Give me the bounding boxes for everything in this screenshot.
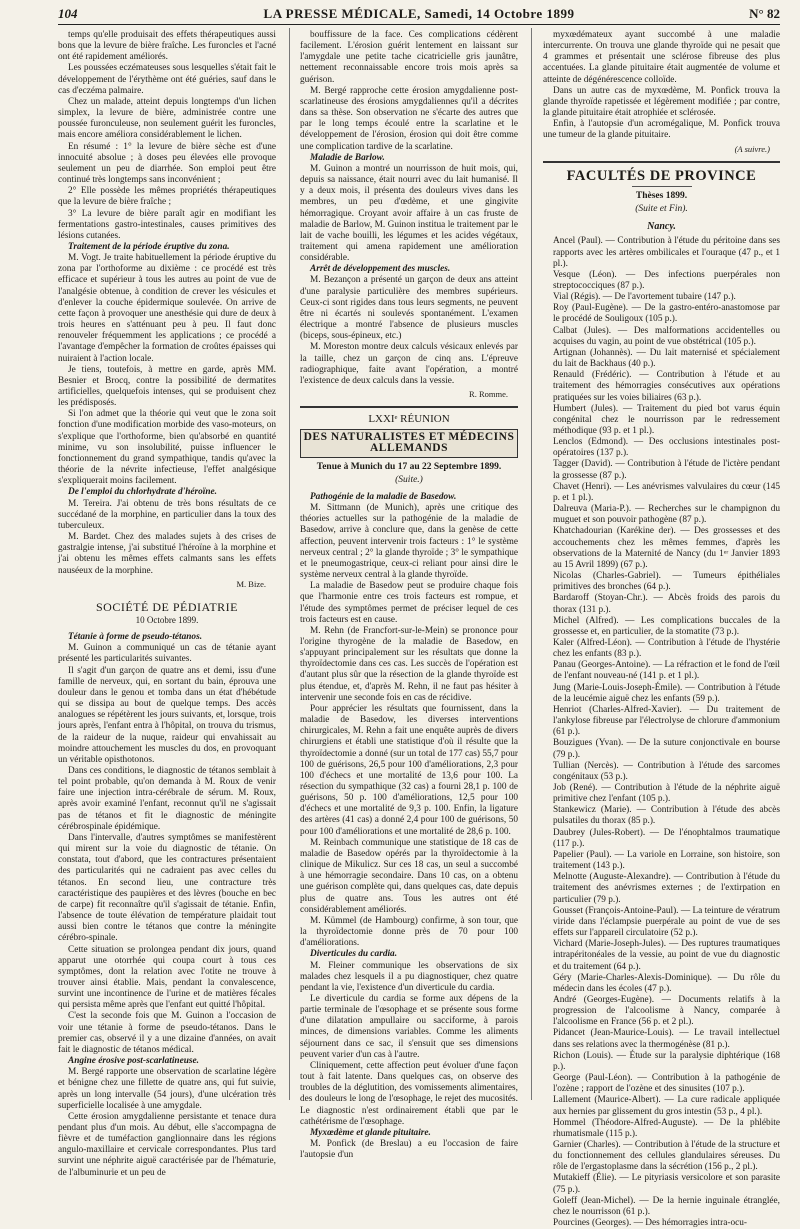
column-3 <box>543 30 780 1229</box>
paragraph: myxœdémateux ayant succombé à une maladie intercurrente. On trouva une glande thyroïde qui ne pesait que 4 grammes et présentait une sclérose fibreuse des plus accentuées. La glande pituitaire était augmentée de volume et atteinte de dégénérescence colloïde. <box>543 30 780 85</box>
paragraph: M. Vogt. Je traite habituellement la période éruptive du zona par l'orthoforme au dixième : ce procédé est très efficace et supérieur à tous les autres au point de vue de l'analgésie obtenue, à condition de crever les vésicules et d'enlever la couche épidermique soulevée. On arrive de cette façon à provoquer une anesthésie qui dure de deux à trois heures en s'atténuant peu à peu. Il faut donc renouveler fréquemment les applications ; ce procédé a l'avantage d'empêcher la formation de croûtes épaisses qui nuiraient à l'action locale. <box>58 253 276 364</box>
thesis-entry: Bouzigues (Yvan). — De la suture conjonctivale en bourse (79 p.). <box>553 738 780 760</box>
section-heading: Angine érosive post-scarlatineuse. <box>68 1056 199 1067</box>
thesis-entry: Khatchadourian (Karékine der). — Des grossesses et des accouchements chez les mêmes femmes, d'après les observations de la Maternité de Nancy (du 1ᵉʳ Janvier 1893 au 15 Avril 1899) (67 p.). <box>553 526 780 570</box>
paragraph: temps qu'elle produisait des effets thérapeutiques aussi bons que la levure de bière fraîche. Les furoncles et l'acné ont été rapidement améliorés. <box>58 30 276 63</box>
thesis-entry: George (Paul-Léon). — Contribution à la pathogénie de l'ozène ; rapport de l'ozène et des sinusites (107 p.). <box>553 1073 780 1095</box>
society-date: 10 Octobre 1899. <box>135 614 199 625</box>
section-heading: Arrêt de développement des muscles. <box>310 264 451 275</box>
thesis-entry: Géry (Marie-Charles-Alexis-Dominique). — Du rôle du médecin dans les écoles (47 p.). <box>553 972 780 994</box>
to-be-continued: (A suivre.) <box>734 143 770 154</box>
city-heading: Nancy. <box>647 221 676 233</box>
paragraph: bouffissure de la face. Ces complications cédèrent facilement. L'érosion guérit lentement en laissant sur l'amygdale une petite tache cicatricielle gris jaunâtre, nettement reconnaissable encore trois mois après sa guérison. <box>300 30 518 85</box>
paragraph: M. Ponfick (de Breslau) a eu l'occasion de faire l'autopsie d'un <box>300 1139 518 1161</box>
thesis-entry: Mutakieff (Élie). — Le pityriasis versicolore et son parasite (75 p.). <box>553 1173 780 1195</box>
thesis-entry: Job (René). — Contribution à l'étude de la néphrite aiguë primitive chez l'enfant (105 p.). <box>553 783 780 805</box>
paragraph: 3° La levure de bière paraît agir en modifiant les fermentations gastro-intestinales, causes primitives des lésions cutanées. <box>58 208 276 241</box>
paragraph: 2° Elle possède les mêmes propriétés thérapeutiques que la levure de bière fraîche ; <box>58 186 276 208</box>
thesis-entry: Artignan (Johannès). — Du lait maternisé et spécialement du lait de Backhaus (40 p.). <box>553 347 780 370</box>
paragraph: M. Guinon a montré un nourrisson de huit mois, qui, depuis sa naissance, était nourri avec du lait humanisé. Il y a deux mois, il présenta des douleurs vives dans les membres, un peu d'œdème, et une gingivite hémorragique. Croyant avoir affaire à un cas fruste de maladie de Barlow, M. Guinon institua le traitement par le lait de vache bouilli, les légumes et les acides végétaux, traitement qui amena rapidement une amélioration considérable. <box>300 163 518 264</box>
column-separator <box>531 28 532 1100</box>
thesis-entry: Humbert (Jules). — Traitement du pied bot varus équin congénital chez le nourrisson par le redressement méthodique (93 p. et 1 pl.). <box>553 403 780 436</box>
section-heading: Maladie de Barlow. <box>310 152 385 163</box>
section-heading: Myxœdème et glande pituitaire. <box>310 1127 431 1138</box>
thesis-entry: Dalreuva (Maria-P.). — Recherches sur le champignon du muguet et son pouvoir pathogène (87 p.). <box>553 504 780 526</box>
thesis-entry: Tagger (David). — Contribution à l'étude de l'ictère pendant la grossesse (87 p.). <box>553 459 780 481</box>
congress-suite: (Suite.) <box>395 474 423 485</box>
paragraph: M. Rehn (de Francfort-sur-le-Mein) se prononce pour l'origine thyrogène de la maladie de Basedow, en s'appuyant principalement sur les résultats que donne la thyroïdectomie dans ces cas. Les succès de l'opération est d'autant plus sûr que la résection de la glande thyroïde est plus étendue, et, d'après M. Rehn, il ne faut pas hésiter à intervenir une seconde fois en cas de récidive. <box>300 625 518 703</box>
thesis-entry: Garnier (Charles). — Contribution à l'étude de la structure et du fonctionnement des cellules glandulaires séreuses. Du rôle de l'ergastoplasme dans la sécrétion (156 p., 2 pl.). <box>553 1140 780 1173</box>
thesis-entry: Papelier (Paul). — La variole en Lorraine, son histoire, son traitement (143 p.). <box>553 849 780 872</box>
thesis-entry: Chavet (Henri). — Les anévrismes valvulaires du cœur (145 p. et 1 pl.). <box>553 481 780 503</box>
paragraph: Cette érosion amygdalienne persistante et tenace dura pendant plus d'un mois. Au début, elle s'accompagna de fièvre et de tuméfaction ganglionnaire dans les régions angulo-maxillaire et cervicale correspondantes. Plus tard survint une néphrite aiguë caractérisée par de l'hématurie, de l'albuminurie et un peu de <box>58 1111 276 1178</box>
page-number: 104 <box>58 6 78 21</box>
paragraph: En résumé : 1° la levure de bière sèche est d'une innocuité absolue ; à doses peu élevées elle provoque seulement un peu de diarrhée. Son emploi peut être continué très longtemps sans inconvénient ; <box>58 141 276 186</box>
thesis-entry: Melnotte (Auguste-Alexandre). — Contribution à l'étude du traitement des anévrismes externes ; de l'extirpation en particulier (79 p.). <box>553 872 780 905</box>
paragraph: M. Bardet. Chez des malades sujets à des crises de gastralgie intense, j'ai substitué l'héroïne à la morphine et j'ai obtenu les mêmes effets calmants sans les effets nauséeux de la morphine. <box>58 532 276 576</box>
paragraph: M. Reinbach communique une statistique de 18 cas de maladie de Basedow opérés par la thyroïdectomie à la clinique de Mikulicz. Sur ces 18 cas, un seul a succombé à une hémorragie secondaire. Dans 10 cas, on a obtenu une guérison complète qui, dans quelques cas, date depuis plus de quatre ans. Tous les autres ont été considérablement améliorés. <box>300 837 518 915</box>
paragraph: Cette situation se prolongea pendant dix jours, quand apparut une otorrhée qui coupa court à tous ces symptômes, dont la relation avec l'otite ne trouve à trouver ainsi établie. Mais, pendant la convalescence, survint une incontinence de l'urine et de matières fécales qui persista même après que l'enfant eut quitté l'hôpital. <box>58 944 276 1011</box>
thesis-entry: Richon (Louis). — Étude sur la paralysie diphtérique (168 p.). <box>553 1050 780 1072</box>
paragraph: M. Guinon a communiqué un cas de tétanie ayant présenté les particularités suivantes. <box>58 643 276 665</box>
paragraph: M. Sittmann (de Munich), après une critique des théories actuelles sur la pathogénie de la maladie de Basedow, arrive à conclure que, dans la genèse de cette affection, peuvent intervenir trois facteurs : 1° le système nerveux central ; 2° la glande thyroïde ; 3° le sympathique et le pneumogastrique, ceux-ci reliant pour ainsi dire le système nerveux central à la glande thyroïde. <box>300 503 518 581</box>
paragraph: M. Bergé rapproche cette érosion amygdalienne post-scarlatineuse des érosions amygdaliennes qu'il a décrites dans sa thèse. Son observation ne s'écarte des autres que par le long temps écoulé entre la scarlatine et le développement de l'érosion, érosion qui doit être comme une complication tardive de la scarlatine. <box>300 85 518 152</box>
thesis-entry: Goleff (Jean-Michel). — De la hernie inguinale étranglée, chez le nourrisson (61 p.). <box>553 1195 780 1217</box>
signature: R. Romme. <box>469 389 508 399</box>
paragraph: Les poussées eczémateuses sous lesquelles s'était fait le développement de l'érythème ont été guéries, sauf dans le cas d'eczéma palmaire. <box>58 63 276 96</box>
thesis-entry: Vesque (Léon). — Des infections puerpérales non streptococciques (87 p.). <box>553 269 780 291</box>
paragraph: M. Bergé rapporte une observation de scarlatine légère et bénigne chez une fillette de quatre ans, qui fut suivie, après un long intervalle (54 jours), d'une ulcération très superficielle localisée à une amygdale. <box>58 1067 276 1111</box>
paragraph: Enfin, à l'autopsie d'un acromégalique, M. Ponfick trouva une tumeur de la glande pituitaire. <box>543 119 780 141</box>
paragraph: Si l'on admet que la théorie qui veut que le zona soit fonction d'une modification morbide des vaso-moteurs, on s'explique que l'orthoforme, bien qu'absorbé en quantité minime, vu son insolubilité, puisse influencer le fonctionnement du grand sympathique, tandis qu'avec la théorie de la névrite infectieuse, l'effet analgésique s'expliquerait moins facilement. <box>58 409 276 487</box>
paragraph: La maladie de Basedow peut se produire chaque fois que l'harmonie entre ces trois facteurs est rompue, et l'étude des symptômes permet de préciser lequel de ces trois facteurs est en cause. <box>300 581 518 625</box>
thesis-entry: Roy (Paul-Eugène). — De la gastro-entéro-anastomose par le procédé de Souligoux (105 p.). <box>553 303 780 325</box>
section-rule <box>543 161 780 163</box>
divider <box>632 186 692 187</box>
section-heading: De l'emploi du chlorhydrate d'héroïne. <box>68 487 218 498</box>
society-title: SOCIÉTÉ DE PÉDIATRIE <box>96 599 238 614</box>
header-rule <box>58 24 780 25</box>
section-heading: Tétanie à forme de pseudo-tétanos. <box>68 632 203 643</box>
thesis-entry: Gousset (François-Antoine-Paul). — La teinture de vératrum viride dans l'éclampsie puerpérale au point de vue de ses effets sur l'appareil circulatoire (52 p.). <box>553 905 780 939</box>
paragraph: Dans un autre cas de myxœdème, M. Ponfick trouva la glande thyroïde rapetissée et légèrement modifiée ; par contre, la glande pituitaire était atrophiée et sclérosée. <box>543 85 780 119</box>
paragraph: Dans l'intervalle, d'autres symptômes se manifestèrent qui mirent sur la voie du diagnostic de tétanie. On constata, tout d'abord, que les contractures présentaient des particularités qui ne cadraient pas avec celles du tétanos. En second lieu, une contracture très caractéristique des paupières et des lèvres (bouche en bec de carpe) fit reconnaître qu'il s'agissait de tétanie. Enfin, l'absence de toute élévation de température plaidait tout aussi bien contre le tétanos que contre la méningite cérébro-spinale. <box>58 832 276 944</box>
paragraph: C'est la seconde fois que M. Guinon a l'occasion de voir une tétanie à forme de pseudo-tétanos. Dans le premier cas, observé il y a une dizaine d'années, on avait fait le diagnostic de tétanos médical. <box>58 1011 276 1055</box>
thesis-entry: Nicolas (Charles-Gabriel). — Tumeurs épithéliales primitives des bronches (64 p.). <box>553 571 780 593</box>
section-heading: Diverticules du cardia. <box>310 949 398 960</box>
thesis-entry: Pourcines (Georges). — Des hémorragies intra-ocu- <box>553 1218 747 1229</box>
paragraph: M. Kümmel (de Hambourg) confirme, à son tour, que la thyroïdectomie donne près de 70 pour 100 d'améliorations. <box>300 915 518 949</box>
reunion-title: LXXIᵉ RÉUNION <box>368 413 450 426</box>
thesis-entry: Ancel (Paul). — Contribution à l'étude du péritoine dans ses rapports avec les artères ombilicales et l'ouraque (47 p., et 1 pl.). <box>553 236 780 269</box>
thesis-entry: Bardaroff (Stoyan-Chr.). — Abcès froids des parois du thorax (131 p.). <box>553 593 780 615</box>
thesis-entry: Vichard (Marie-Joseph-Jules). — Des ruptures traumatiques intrapéritonéales de la vessie, au point de vue du diagnostic et du traitement (64 p.). <box>553 939 780 972</box>
paragraph: Chez un malade, atteint depuis longtemps d'un lichen simplex, la levure de bière, administrée contre une poussée furonculeuse, non seulement guérit les furoncles, mais encore améliora considérablement le lichen. <box>58 96 276 141</box>
faculties-title: FACULTÉS DE PROVINCE <box>566 167 757 184</box>
issue-number: N° 82 <box>749 6 780 21</box>
theses-suite: (Suite et Fin). <box>635 204 688 215</box>
thesis-entry: Jung (Marie-Louis-Joseph-Émile). — Contribution à l'étude de la leucémie aiguë chez les enfants (59 p.). <box>553 682 780 704</box>
column-separator <box>289 28 290 1100</box>
paragraph: M. Tereira. J'ai obtenu de très bons résultats de ce succédané de la morphine, en particulier dans la toux des tuberculeux. <box>58 498 276 531</box>
congress-title: DES NATURALISTES ET MÉDECINS ALLEMANDS <box>300 429 518 457</box>
congress-subtitle: Tenue à Munich du 17 au 22 Septembre 1899. <box>316 461 502 472</box>
thesis-entry: Daubrey (Jules-Robert). — De l'énophtalmos traumatique (117 p.). <box>553 827 780 849</box>
thesis-entry: Renauld (Frédéric). — Contribution à l'étude et au traitement des hémorragies consécutives aux opérations pratiquées sur les voies biliaires (63 p.). <box>553 370 780 403</box>
thesis-entry: Michel (Alfred). — Les complications buccales de la grossesse et, en particulier, de la stomatite (73 p.). <box>553 615 780 637</box>
paragraph: Il s'agit d'un garçon de quatre ans et demi, issu d'une famille de nerveux, qui, en sortant du bain, éprouva une douleur dans le genou et tomba dans un état d'hébétude qui se dissipa au bout de quelque temps. Des accès analogues se répétèrent les jours suivants, et, lorsque, trois jours après, l'enfant entra à l'hôpital, on trouva du trismus, de la raideur de la nuque, raideur qui envahissait au moindre attouchement les muscles du dos, en provoquant un véritable opisthotonos. <box>58 665 276 765</box>
thesis-list <box>543 236 780 1229</box>
thesis-entry: Lenclos (Edmond). — Des occlusions intestinales post-opératoires (137 p.). <box>553 437 780 459</box>
thesis-entry: Henriot (Charles-Alfred-Xavier). — Du traitement de l'ankylose fibreuse par l'électrolyse de chlorure d'ammonium (61 p.). <box>553 704 780 738</box>
paragraph: Pour apprécier les résultats que fournissent, dans la maladie de Basedow, les diverses interventions chirurgicales, M. Rehn a fait une enquête auprès de divers chirurgiens et établi une statistique d'où il résulte que la thyroïdectomie a donné (sur un total de 177 cas) 55,7 pour 100 de guérisons, 26,5 pour 100 d'améliorations, 2,3 pour 100 d'échecs et une mortalité de 13,6 pour 100. La résection du sympathique (32 cas) a fourni 28,1 p. 100 de guérisons, 50 p. 100 d'améliorations, 12,5 pour 100 d'échecs et une mortalité de 9,3 p. 100. Enfin, la ligature des artères (41 cas) a donné 2,4 pour 100 de guérisons, 50 pour 100 d'améliorations et une mortalité de 28,6 p. 100. <box>300 703 518 837</box>
paragraph: M. Fleiner communique les observations de six malades chez lesquels il a pu diagnostiquer, chez quatre pendant la vie, l'existence d'un diverticule du cardia. <box>300 960 518 993</box>
thesis-entry: Pidancet (Jean-Maurice-Louis). — Le travail intellectuel dans ses relations avec la thermogénèse (81 p.). <box>553 1028 780 1050</box>
section-heading: Traitement de la période éruptive du zona. <box>68 241 230 252</box>
thesis-entry: Calbat (Jules). — Des malformations accidentelles ou acquises du vagin, au point de vue obstétrical (105 p.). <box>553 325 780 347</box>
paragraph: M. Moreston montre deux calculs vésicaux enlevés par la taille, chez un garçon de cinq ans. L'épreuve radiographique, faite avant l'opération, a montré l'existence de deux calculs dans la vessie. <box>300 342 518 386</box>
thesis-entry: André (Georges-Eugène). — Documents relatifs à la progression de l'alcoolisme à Nancy, comparée à l'alcoolisme en France (56 p. et 2 pl.). <box>553 994 780 1028</box>
section-rule <box>300 406 518 408</box>
journal-title: LA PRESSE MÉDICALE, Samedi, 14 Octobre 1899 <box>263 6 575 21</box>
theses-title: Thèses 1899. <box>635 190 688 201</box>
column-2 <box>300 30 518 1161</box>
thesis-entry: Panau (Georges-Antoine). — La réfraction et le fond de l'œil de l'enfant nouveau-né (141 p. et 1 pl.). <box>553 660 780 682</box>
page-header <box>58 6 780 26</box>
thesis-entry: Stankewicz (Marie). — Contribution à l'étude des abcès pulsatiles du thorax (85 p.). <box>553 805 780 827</box>
thesis-entry: Vial (Régis). — De l'avortement tubaire (147 p.). <box>553 292 736 303</box>
section-heading: Pathogénie de la maladie de Basedow. <box>310 491 457 502</box>
thesis-entry: Hommel (Théodore-Alfred-Auguste). — De la phlébite rhumatismale (115 p.). <box>553 1117 780 1139</box>
paragraph: Dans ces conditions, le diagnostic de tétanos semblait à tel point probable, qu'on demanda à M. Roux de venir faire une injection intra-cérébrale de sérum. M. Roux, après avoir examiné l'enfant, reconnut qu'il ne s'agissait pas de tétanos et fit le diagnostic de méningite cérébrospinale épidémique. <box>58 766 276 832</box>
paragraph: M. Bezançon a présenté un garçon de deux ans atteint d'une paralysie particulière des membres supérieurs. Ceux-ci sont rigides dans tous leurs segments, ne peuvent être ni écartés ni soulevés spontanément. L'examen électrique a montré l'absence de plusieurs muscles (biceps, sous-épineux, etc.) <box>300 275 518 342</box>
thesis-entry: Tullian (Nercès). — Contribution à l'étude des sarcomes congénitaux (53 p.). <box>553 760 780 782</box>
column-1 <box>58 30 276 1178</box>
paragraph: Le diverticule du cardia se forme aux dépens de la partie terminale de l'œsophage et se présente sous forme d'une dilatation ampullaire ou sacciforme, à parois minces, de dimensions variables. Comme les aliments séjournent dans ce sac, il s'ensuit que ses dimensions peuvent varier d'un cas à l'autre. <box>300 993 518 1060</box>
signature: M. Bize. <box>236 578 266 589</box>
thesis-entry: Kaler (Alfred-Léon). — Contribution à l'étude de l'hystérie chez les enfants (83 p.). <box>553 637 780 660</box>
thesis-entry: Lallement (Maurice-Albert). — La cure radicale appliquée aux hernies par glissement du gros intestin (53 p., 4 pl.). <box>553 1095 780 1117</box>
paragraph: Je tiens, toutefois, à mettre en garde, après MM. Besnier et Brocq, contre la possibilité de dermatites artificielles, quelquefois intenses, qui se produisent chez les prédisposés. <box>58 364 276 409</box>
paragraph: Cliniquement, cette affection peut évoluer d'une façon tout à fait latente. Dans quelques cas, on observe des troubles de la déglutition, des vomissements alimentaires, des douleurs le long de l'œsophage, le rejet des mucosités. Le diagnostic n'est ordinairement établi que par le cathétérisme de l'œsophage. <box>300 1060 518 1127</box>
